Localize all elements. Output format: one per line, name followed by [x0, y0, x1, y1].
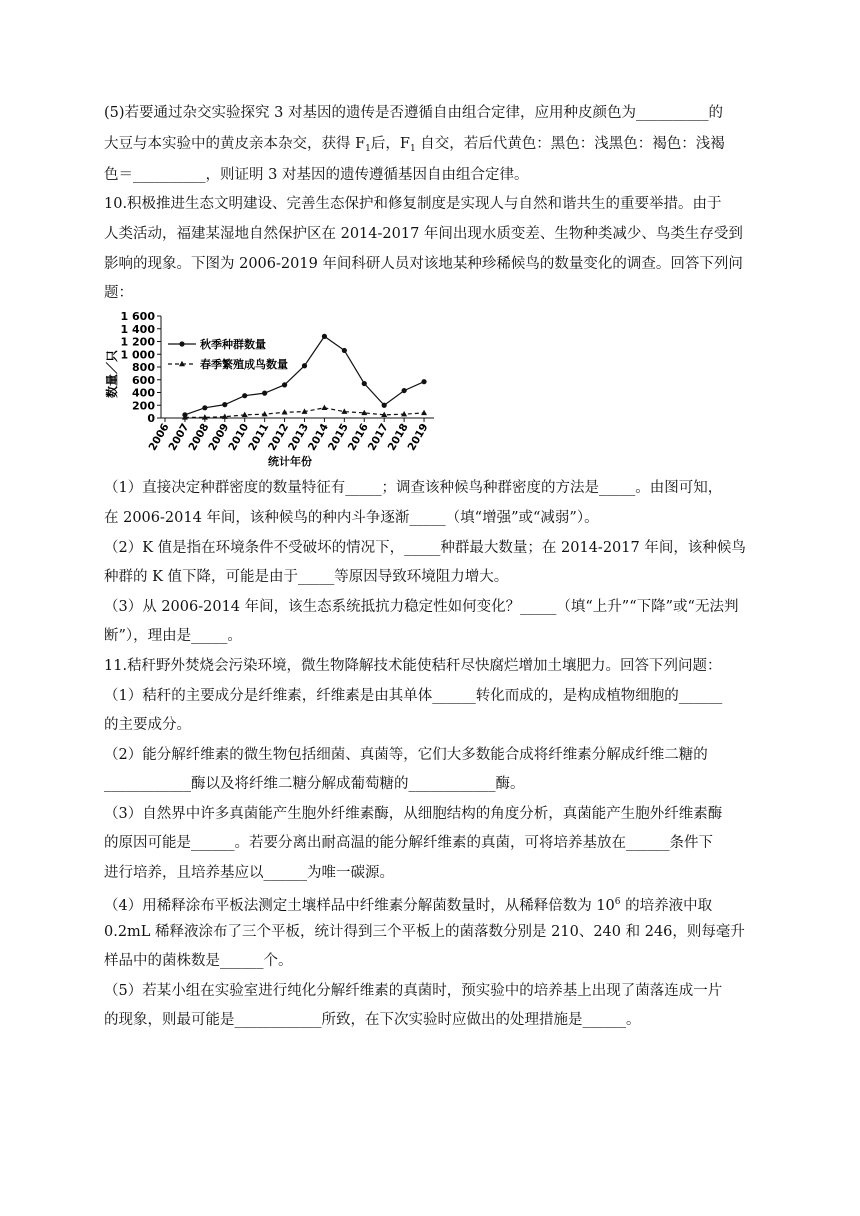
q11-p2-line-a: （2）能分解纤维素的微生物包括细菌、真菌等，它们大多数能合成将纤维素分解成纤维二糖的	[104, 747, 708, 763]
y-axis-label-group	[104, 350, 119, 398]
q11-p1-line-a: （1）秸秆的主要成分是纤维素，纤维素是由其单体______转化而成的，是构成植物细胞的______	[104, 688, 723, 704]
series-1-point	[382, 403, 387, 408]
x-tick-label: 2015	[325, 421, 351, 453]
q11-p1-line-b: 的主要成分。	[104, 717, 191, 733]
x-tick-label: 2006	[146, 421, 172, 453]
q11-p4-line-a	[104, 892, 712, 916]
series-1-point	[202, 405, 207, 410]
q11-line-1: 11.秸秆野外焚烧会污染环境，微生物降解技术能使秸秆尽快腐烂增加土壤肥力。回答下列问题：	[104, 658, 722, 674]
y-axis-label: 数量／只	[105, 349, 119, 399]
q9-subscript-2: 1	[409, 144, 416, 154]
q11-p4-line-c: 0.2mL 稀释液涂布了三个平板，统计得到三个平板上的菌落数分别是 210、240 和 246，则每毫升	[104, 924, 745, 940]
x-axis-label: 统计年份	[268, 455, 312, 468]
x-tick-label: 2012	[266, 421, 292, 453]
series-1-point	[242, 393, 247, 398]
series-2-point	[341, 408, 347, 413]
legend-marker-1	[179, 341, 184, 346]
legend-label-2: 春季繁殖成鸟数量	[200, 358, 288, 371]
series-2-point	[321, 405, 327, 410]
x-tick-label: 2010	[226, 421, 252, 453]
y-tick-label: 0	[147, 412, 155, 425]
q9-line-3: 色＝__________，则证明 3 对基因的遗传遵循基因自由组合定律。	[104, 167, 529, 183]
x-tick-label: 2019	[405, 421, 431, 453]
series-1-point	[302, 363, 307, 368]
q10-p3-line-a: （3）从 2006-2014 年间，该生态系统抵抗力稳定性如何变化？_____（填“上升”“下降”或“无法判	[104, 599, 739, 615]
q11-p4-text-b: 的培养液中取	[620, 898, 713, 914]
q9-subscript-1: 1	[365, 144, 371, 154]
q10-line-4: 题：	[104, 285, 133, 301]
y-tick-label: 1 200	[120, 335, 155, 349]
q11-p3-line-c: 进行培养，且培养基应以______为唯一碳源。	[104, 865, 394, 881]
x-tick-label: 2016	[345, 421, 371, 453]
x-tick-label: 2007	[166, 421, 192, 453]
q11-p5-line-b: 的现象，则最可能是____________所致，在下次实验时应做出的处理措施是______。	[104, 1012, 641, 1028]
series-1-point	[402, 388, 407, 393]
q9-line-2	[104, 134, 725, 159]
q11-p4-text-a: （4）用稀释涂布平板法测定土壤样品中纤维素分解菌数量时，从稀释倍数为 10	[104, 898, 615, 914]
x-tick-label: 2018	[385, 421, 411, 453]
q11-p4-superscript: 6	[614, 897, 621, 907]
q9-line-2-e: 自交，若后代黄色：黑色：浅黑色：褐色：浅褐	[415, 136, 725, 152]
y-tick-label: 1 600	[120, 310, 155, 323]
q10-p1-line-b: 在 2006-2014 年间，该种候鸟的种内斗争逐渐_____（填“增强”或“减弱”）。	[104, 510, 599, 526]
q10-line-3: 影响的现象。下图为 2006-2019 年间科研人员对该地某种珍稀候鸟的数量变化的调查。回答下列问	[104, 256, 743, 272]
q11-p3-line-a: （3）自然界中许多真菌能产生胞外纤维素酶，从细胞结构的角度分析，真菌能产生胞外纤维素酶	[104, 806, 723, 822]
x-tick-label: 2008	[186, 421, 212, 453]
y-tick-label: 800	[132, 361, 155, 374]
q11-p5-line-a: （5）若某小组在实验室进行纯化分解纤维素的真菌时，预实验中的培养基上出现了菌落连成一片	[104, 983, 723, 999]
q9-line-1: (5)若要通过杂交实验探究 3 对基因的遗传是否遵循自由组合定律，应用种皮颜色为__________的	[104, 105, 723, 121]
q10-p1-line-a: （1）直接决定种群密度的数量特征有_____；调查该种候鸟种群密度的方法是_____。由图可知，	[104, 480, 723, 496]
x-tick-label: 2014	[306, 421, 332, 453]
series-1-point	[262, 391, 267, 396]
q11-p3-line-b: 的原因可能是______。若要分离出耐高温的能分解纤维素的真菌，可将培养基放在______条件下	[104, 835, 713, 851]
q9-line-2-c: 后，F	[370, 136, 410, 152]
q10-p2-line-b: 种群的 K 值下降，可能是由于_____等原因导致环境阻力增大。	[104, 569, 509, 585]
series-1-point	[282, 382, 287, 387]
series-1-point	[322, 334, 327, 339]
y-tick-label: 1 400	[120, 322, 155, 336]
q10-line-1: 10.积极推进生态文明建设、完善生态保护和修复制度是实现人与自然和谐共生的重要举措。由于	[104, 196, 722, 212]
legend-label-1: 秋季种群数量	[200, 338, 266, 351]
q10-p3-line-b: 断”），理由是_____。	[104, 628, 242, 644]
population-line-chart	[104, 302, 449, 472]
y-tick-label: 1 000	[120, 348, 155, 362]
y-tick-label: 400	[132, 386, 155, 400]
y-tick-label: 200	[132, 399, 155, 413]
x-tick-label: 2013	[286, 421, 312, 453]
x-tick-label: 2017	[365, 421, 391, 453]
q10-p2-line-a: （2）K 值是指在环境条件不受破坏的情况下，_____种群最大数量；在 2014-2017 年间，该种候鸟	[104, 540, 746, 556]
q9-line-2-a: 大豆与本实验中的黄皮亲本杂交，获得 F	[104, 136, 366, 152]
y-tick-label: 600	[132, 373, 155, 387]
q11-p2-line-b: ____________酶以及将纤维二糖分解成葡萄糖的____________酶。	[104, 776, 525, 792]
chart-legend	[168, 337, 288, 371]
x-tick-label: 2009	[206, 421, 232, 453]
series-1-point	[222, 402, 227, 407]
q10-line-2: 人类活动，福建某湿地自然保护区在 2014-2017 年间出现水质变差、生物种类减少、鸟类生存受到	[104, 226, 743, 242]
series-2-point	[421, 410, 427, 415]
series-1-point	[342, 348, 347, 353]
series-2-point	[242, 412, 248, 417]
x-tick-label: 2011	[246, 421, 272, 453]
q11-p4-line-d: 样品中的菌株数是______个。	[104, 953, 293, 969]
series-1-point	[362, 381, 367, 386]
series-1-point	[421, 379, 426, 384]
